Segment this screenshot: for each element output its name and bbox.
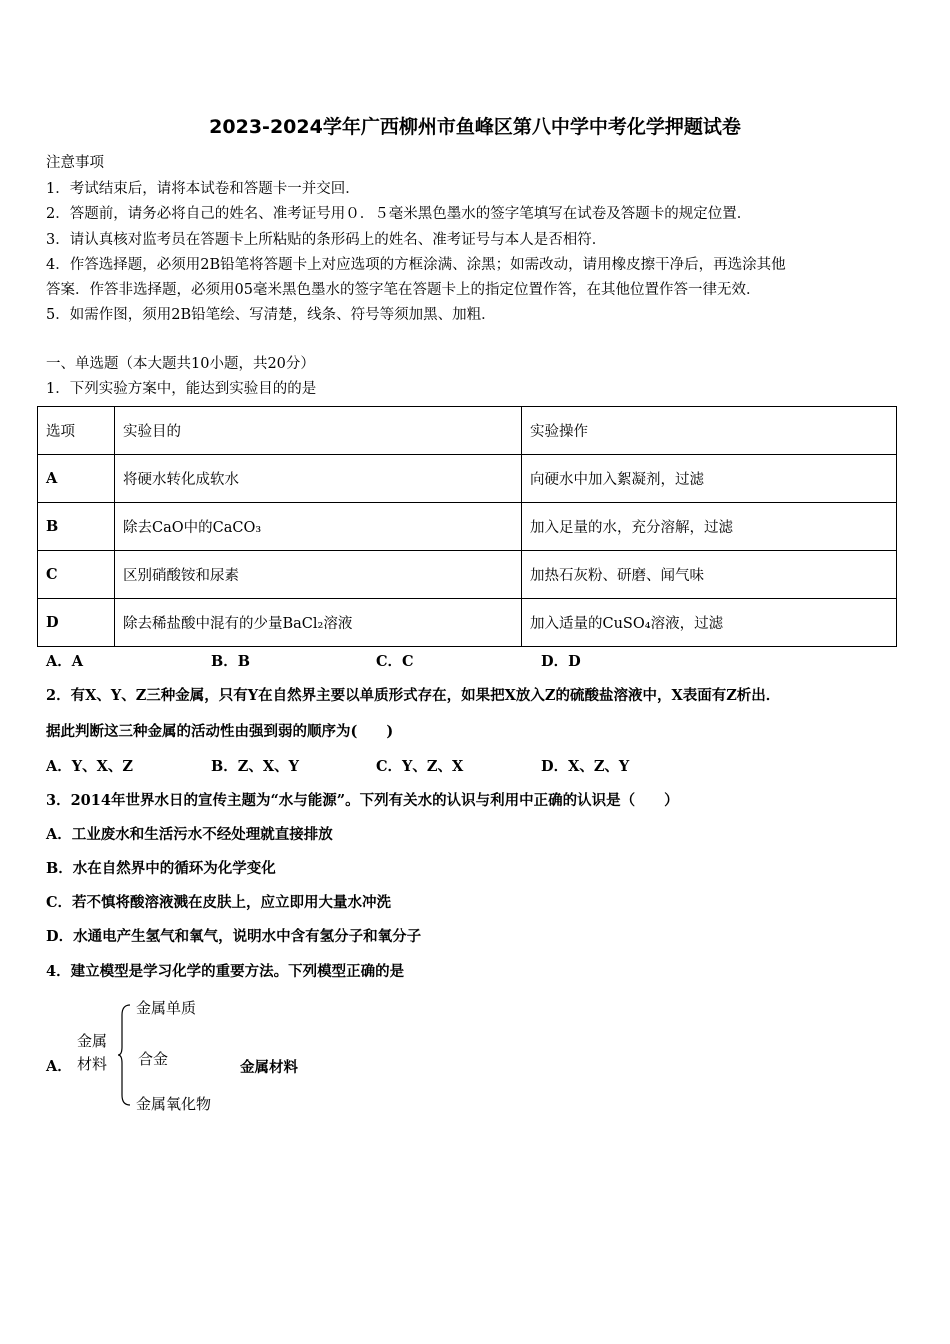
table-cell: 向硬水中加入絮凝剂，过滤	[522, 455, 897, 503]
table-row	[38, 599, 897, 647]
table-cell: 加入足量的水，充分溶解，过滤	[522, 503, 897, 551]
diagram-branch-metal-element: 金属单质	[136, 999, 197, 1017]
table-cell: 区别硝酸铵和尿素	[115, 551, 522, 599]
table-cell: 除去稀盐酸中混有的少量BaCl₂溶液	[115, 599, 522, 647]
notice-item-4-cont: 答案．作答非选择题，必须用05毫米黑色墨水的签字笔在答题卡上的指定位置作答，在其他位置作答一律无效．	[46, 282, 761, 298]
notice-item-2: 2．答题前，请务必将自己的姓名、准考证号用０．５毫米黑色墨水的签字笔填写在试卷及答题卡的规定位置．	[46, 206, 752, 222]
table-header-cell: 实验目的	[115, 407, 522, 455]
q3-option-d: D．水通电产生氢气和氧气，说明水中含有氢分子和氧分子	[46, 928, 422, 945]
table-row	[38, 551, 897, 599]
q4-option-a-caption: 金属材料	[240, 1059, 298, 1076]
table-header-cell: 实验操作	[522, 407, 897, 455]
q2-stem-line1: 2．有X、Y、Z三种金属，只有Y在自然界主要以单质形式存在，如果把X放入Z的硫酸盐溶液中，X表面有Z析出．	[46, 687, 781, 704]
table-cell: 加热石灰粉、研磨、闻气味	[522, 551, 897, 599]
table-cell: 除去CaO中的CaCO₃	[115, 503, 522, 551]
section-heading: 一、单选题（本大题共10小题，共20分）	[46, 356, 315, 372]
q3-option-c: C．若不慎将酸溶液溅在皮肤上，应立即用大量水冲洗	[46, 894, 392, 911]
q3-option-a: A．工业废水和生活污水不经处理就直接排放	[46, 826, 333, 843]
diagram-root-line1: 金属	[77, 1032, 108, 1050]
q2-option-d: D．X、Z、Y	[541, 758, 630, 775]
diagram-branch-metal-oxide: 金属氧化物	[136, 1095, 212, 1113]
diagram-branch-alloy: 合金	[138, 1050, 169, 1068]
notice-item-5: 5．如需作图，须用2B铅笔绘、写清楚，线条、符号等须加黑、加粗．	[46, 307, 496, 323]
q3-option-b: B．水在自然界中的循环为化学变化	[46, 860, 276, 877]
notice-item-1: 1．考试结束后，请将本试卷和答题卡一并交回．	[46, 181, 360, 197]
table-cell: 将硬水转化成软水	[115, 455, 522, 503]
q4-stem: 4．建立模型是学习化学的重要方法。下列模型正确的是	[46, 963, 405, 980]
notice-item-4: 4．作答选择题，必须用2B铅笔将答题卡上对应选项的方框涂满、涂黑；如需改动，请用橡皮擦干净后，再选涂其他	[46, 257, 786, 273]
notice-heading: 注意事项	[46, 155, 104, 171]
exam-title: 2023-2024学年广西柳州市鱼峰区第八中学中考化学押题试卷	[209, 116, 741, 138]
q4-option-a-label: A．	[46, 1058, 72, 1075]
table-row	[38, 455, 897, 503]
table-cell: A	[38, 455, 115, 503]
q3-stem: 3．2014年世界水日的宣传主题为“水与能源”。下列有关水的认识与利用中正确的认识是（ ）	[46, 792, 679, 809]
q1-option-b: B．B	[211, 653, 251, 670]
table-cell: C	[38, 551, 115, 599]
table-cell: B	[38, 503, 115, 551]
table-cell: 加入适量的CuSO₄溶液，过滤	[522, 599, 897, 647]
q1-option-d: D．D	[541, 653, 581, 670]
q2-option-a: A．Y、X、Z	[46, 758, 133, 775]
table-cell: D	[38, 599, 115, 647]
q1-table	[37, 406, 897, 647]
diagram-root-line2: 材料	[77, 1055, 108, 1073]
q2-stem-line2: 据此判断这三种金属的活动性由强到弱的顺序为( )	[46, 723, 394, 740]
q2-option-c: C．Y、Z、X	[376, 758, 464, 775]
q1-option-a: A．A	[46, 653, 84, 670]
q1-option-c: C．C	[376, 653, 414, 670]
notice-item-3: 3．请认真核对监考员在答题卡上所粘贴的条形码上的姓名、准考证号与本人是否相符．	[46, 232, 607, 248]
table-header-row	[38, 407, 897, 455]
table-header-cell: 选项	[38, 407, 115, 455]
q1-stem: 1．下列实验方案中，能达到实验目的的是	[46, 381, 317, 397]
brace-icon	[116, 1003, 136, 1107]
table-row	[38, 503, 897, 551]
q2-option-b: B．Z、X、Y	[211, 758, 299, 775]
